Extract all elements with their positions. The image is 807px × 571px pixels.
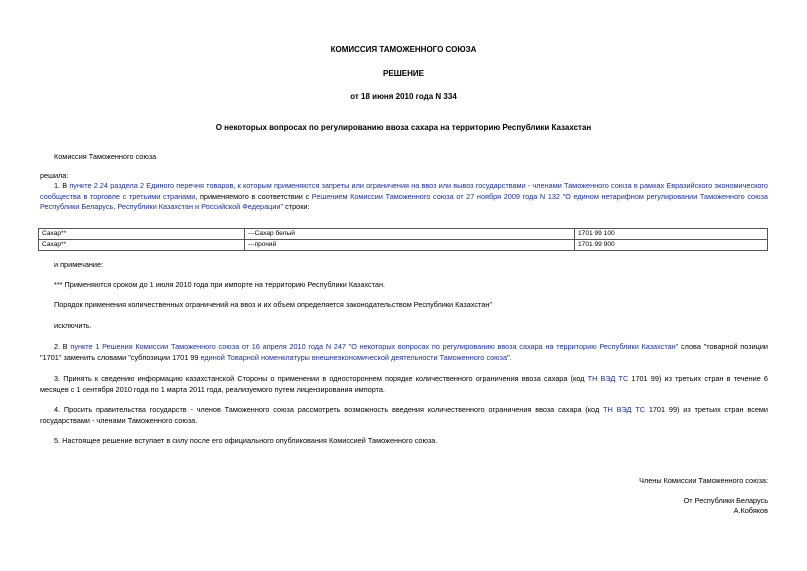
item-2-text2: ". (507, 352, 512, 362)
table-cell-name: Сахар** (39, 240, 245, 251)
item-1-num: 1. В (54, 181, 70, 190)
intro-body: Комиссия Таможенного союза (54, 152, 157, 161)
table-cell-desc: ---Сахар белый (245, 229, 575, 240)
table-cell-name: Сахар** (39, 229, 245, 240)
intro-decided: решила: (40, 171, 69, 180)
table-row (39, 229, 768, 240)
note-exclude: исключить. (54, 321, 92, 330)
table-cell-desc: ---прочий (245, 240, 575, 251)
item-4 (40, 405, 768, 426)
item-3 (40, 374, 768, 395)
org-heading: КОМИССИЯ ТАМОЖЕННОГО СОЮЗА (330, 45, 477, 54)
goods-table (38, 228, 768, 251)
item-4-text1: 4. Просить правительства государств - членов Таможенного союза рассмотреть возможность введения количественного ограничения ввоза сахара (код (54, 405, 604, 414)
item-2-num: 2. В (54, 342, 71, 351)
table-cell-code: 1701 99 100 (575, 229, 768, 240)
table-cell-code: 1701 99 900 (575, 240, 768, 251)
table-row (39, 240, 768, 251)
note-line-2: Порядок применения количественных ограничений на ввоз и их объем определяется законодательством Республики Казахстан" (54, 300, 492, 309)
item-1-link-list[interactable]: пункте 2.24 раздела 2 Единого перечня товаров, к которым применяются запреты или ограничения на ввоз или вывоз государствами - членами Таможенного союза в рамках Евразийского экономического сообщества в торговле с третьими странами (40, 181, 768, 201)
item-2-link-decision-247[interactable]: пункте 1 Решения Комиссии Таможенного союза от 16 апреля 2010 года N 247 "О некоторых вопросах по регулированию ввоза сахара на территорию Республики Казахстан" (70, 342, 679, 351)
note-line-1: *** Применяются сроком до 1 июля 2010 года при импорте на территорию Республики Казахстан. (54, 280, 386, 289)
signature-country: От Республики Беларусь (683, 496, 768, 505)
signature-members: Члены Комиссии Таможенного союза: (639, 476, 768, 485)
item-2 (40, 342, 768, 363)
item-1-text1: , применяемого в соответствии с (195, 191, 312, 201)
item-1-text2: строки: (283, 202, 310, 212)
item-3-text2: 1701 99) из третьих стран в течение 6 месяцев с 1 сентября 2010 года по 1 марта 2011 года, реализуемого путем лицензирования импорта. (40, 374, 768, 394)
date-number-heading: от 18 июня 2010 года N 334 (350, 92, 457, 101)
note-label: и примечание: (54, 260, 104, 269)
item-1 (40, 181, 768, 213)
item-4-link-tnved[interactable]: ТН ВЭД ТС (603, 405, 645, 414)
item-5: 5. Настоящее решение вступает в силу после его официального опубликования Комиссией Таможенного союза. (54, 436, 438, 445)
signature-name: А.Кобяков (733, 506, 768, 515)
item-2-text1: слова "товарной позиции "1701" заменить словами "субпозиции 1701 99 (40, 342, 768, 362)
document-title: О некоторых вопросах по регулированию ввоза сахара на территорию Республики Казахстан (215, 123, 592, 132)
item-2-link-nomenclature[interactable]: единой Товарной номенклатуры внешнеэкономической деятельности Таможенного союза (200, 352, 508, 362)
item-4-text2: 1701 99) из третьих стран всеми государствами - членами Таможенного союза. (40, 405, 768, 425)
item-3-link-tnved[interactable]: ТН ВЭД ТС (587, 374, 629, 383)
item-3-text1: 3. Принять к сведению информацию казахстанской Стороны о применении в одностороннем порядке количественного ограничения ввоза сахара (код (54, 374, 588, 383)
doc-type-heading: РЕШЕНИЕ (383, 69, 424, 78)
item-1-link-decision-132[interactable]: Решением Комиссии Таможенного союза от 27 ноября 2009 года N 132 "О едином нетарифном регулировании Таможенного союза Республики Беларусь, Республики Казахстан и Российской Федерации" (40, 191, 768, 212)
